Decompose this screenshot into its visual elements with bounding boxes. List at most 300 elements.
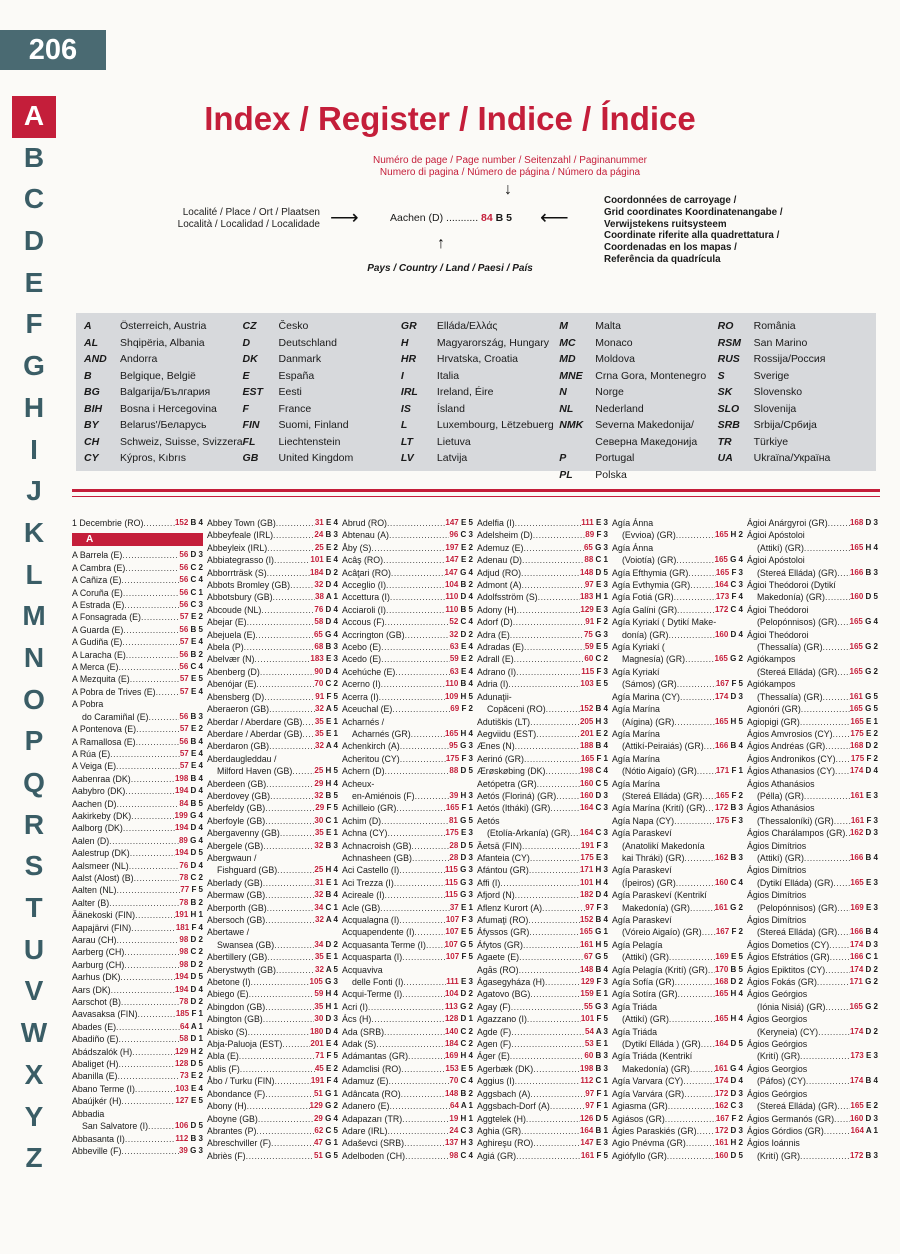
- index-entry[interactable]: [612, 988, 743, 1000]
- index-entry[interactable]: [342, 877, 473, 889]
- index-entry[interactable]: [207, 889, 338, 901]
- index-entry[interactable]: [207, 517, 338, 529]
- index-entry[interactable]: [477, 1150, 608, 1162]
- index-entry[interactable]: [477, 864, 608, 876]
- index-entry[interactable]: [612, 877, 743, 889]
- index-entry[interactable]: [477, 902, 608, 914]
- index-entry[interactable]: [612, 964, 743, 976]
- index-entry[interactable]: [477, 740, 608, 752]
- index-entry[interactable]: [207, 988, 338, 1000]
- entry-page: 84: [179, 798, 189, 808]
- index-entry[interactable]: [747, 790, 878, 802]
- letter-tab-x[interactable]: X: [24, 1058, 44, 1090]
- index-entry[interactable]: [477, 827, 608, 839]
- index-entry[interactable]: [72, 611, 203, 623]
- index-entry[interactable]: [747, 1001, 878, 1013]
- index-entry[interactable]: [207, 778, 338, 790]
- index-entry[interactable]: [207, 1013, 338, 1025]
- index-entry[interactable]: [342, 1150, 473, 1162]
- index-entry[interactable]: [477, 653, 608, 665]
- index-entry[interactable]: [747, 567, 878, 579]
- entry-place: Abaliget (H): [72, 1059, 119, 1070]
- index-entry[interactable]: [477, 1125, 608, 1137]
- index-entry[interactable]: [207, 703, 338, 715]
- letter-tab-o[interactable]: O: [23, 683, 45, 715]
- index-entry[interactable]: [207, 1075, 338, 1087]
- index-entry[interactable]: [477, 1026, 608, 1038]
- index-entry[interactable]: [72, 1021, 203, 1033]
- index-entry[interactable]: [342, 827, 473, 839]
- index-entry[interactable]: [747, 827, 878, 839]
- letter-tab-s[interactable]: S: [24, 850, 44, 882]
- index-entry[interactable]: [612, 678, 743, 690]
- index-entry[interactable]: [612, 976, 743, 988]
- index-entry[interactable]: [477, 964, 608, 976]
- index-entry[interactable]: [207, 1125, 338, 1137]
- index-entry[interactable]: [207, 1088, 338, 1100]
- index-entry[interactable]: [612, 629, 743, 641]
- index-entry[interactable]: [477, 641, 608, 653]
- index-entry[interactable]: [72, 897, 203, 909]
- index-entry[interactable]: [747, 902, 878, 914]
- entry-page: 51: [313, 1088, 323, 1098]
- index-entry[interactable]: [477, 926, 608, 938]
- index-entry[interactable]: [747, 1113, 878, 1125]
- index-entry[interactable]: [342, 976, 473, 988]
- country-name: Nederland: [595, 402, 644, 415]
- index-entry[interactable]: [747, 976, 878, 988]
- letter-tab-h[interactable]: H: [23, 391, 45, 423]
- index-entry[interactable]: [207, 1038, 338, 1050]
- index-entry[interactable]: [612, 1150, 743, 1162]
- index-entry[interactable]: [477, 988, 608, 1000]
- index-entry[interactable]: [612, 1038, 743, 1050]
- index-entry[interactable]: [747, 815, 878, 827]
- index-entry[interactable]: [207, 691, 338, 703]
- index-entry[interactable]: [207, 740, 338, 752]
- letter-tab-q[interactable]: Q: [23, 767, 45, 798]
- index-entry[interactable]: [477, 852, 608, 864]
- index-entry[interactable]: [72, 934, 203, 946]
- index-entry[interactable]: [342, 517, 473, 529]
- index-entry[interactable]: [342, 1026, 473, 1038]
- index-entry[interactable]: [612, 1063, 743, 1075]
- index-entry[interactable]: [477, 616, 608, 628]
- index-entry[interactable]: [477, 604, 608, 616]
- index-entry[interactable]: [612, 790, 743, 802]
- index-entry[interactable]: [747, 753, 878, 765]
- index-entry[interactable]: [72, 971, 203, 983]
- index-entry[interactable]: [747, 716, 878, 728]
- letter-tab-r[interactable]: R: [23, 808, 45, 840]
- index-entry[interactable]: [342, 864, 473, 876]
- letter-tab-z[interactable]: Z: [25, 1142, 43, 1174]
- index-entry[interactable]: [207, 629, 338, 641]
- index-entry[interactable]: [747, 542, 878, 554]
- index-entry[interactable]: [72, 785, 203, 797]
- index-entry[interactable]: [747, 852, 878, 864]
- index-entry[interactable]: [207, 765, 338, 777]
- index-entry[interactable]: [612, 852, 743, 864]
- index-entry[interactable]: [72, 1095, 203, 1107]
- index-entry[interactable]: [747, 926, 878, 938]
- index-entry[interactable]: [342, 951, 473, 963]
- index-entry[interactable]: [207, 802, 338, 814]
- index-entry[interactable]: [342, 529, 473, 541]
- index-entry[interactable]: [342, 579, 473, 591]
- index-entry[interactable]: [612, 1075, 743, 1087]
- index-entry[interactable]: [477, 1075, 608, 1087]
- index-entry[interactable]: [342, 1050, 473, 1062]
- index-entry[interactable]: [477, 1001, 608, 1013]
- index-entry[interactable]: [207, 567, 338, 579]
- index-entry[interactable]: [342, 926, 473, 938]
- index-entry[interactable]: [342, 790, 473, 802]
- index-entry[interactable]: [72, 574, 203, 586]
- index-entry[interactable]: [72, 723, 203, 735]
- index-entry[interactable]: [72, 798, 203, 810]
- index-entry[interactable]: [612, 691, 743, 703]
- index-entry[interactable]: [72, 1033, 203, 1045]
- index-entry[interactable]: [342, 678, 473, 690]
- index-entry[interactable]: [612, 604, 743, 616]
- index-entry[interactable]: [207, 591, 338, 603]
- letter-tab-n[interactable]: N: [23, 641, 45, 673]
- index-entry[interactable]: [477, 939, 608, 951]
- index-entry[interactable]: [207, 827, 338, 839]
- index-entry[interactable]: [207, 529, 338, 541]
- index-entry[interactable]: [612, 902, 743, 914]
- letter-tab-d[interactable]: D: [23, 225, 45, 257]
- index-entry[interactable]: [207, 964, 338, 976]
- index-entry[interactable]: [342, 616, 473, 628]
- entry-leader-dots: [405, 629, 450, 641]
- index-entry[interactable]: [477, 517, 608, 529]
- letter-tab-g[interactable]: G: [23, 350, 45, 382]
- index-entry[interactable]: [207, 716, 338, 728]
- index-entry[interactable]: [72, 517, 203, 529]
- letter-tab-u[interactable]: U: [23, 933, 45, 965]
- index-entry[interactable]: [747, 517, 878, 529]
- index-entry[interactable]: [342, 902, 473, 914]
- letter-tab-k[interactable]: K: [23, 516, 45, 548]
- index-entry[interactable]: [612, 1125, 743, 1137]
- index-entry[interactable]: [342, 666, 473, 678]
- index-entry[interactable]: [612, 926, 743, 938]
- index-entry[interactable]: [72, 748, 203, 760]
- index-entry[interactable]: [477, 703, 608, 715]
- index-entry[interactable]: [477, 1113, 608, 1125]
- index-entry[interactable]: [612, 716, 743, 728]
- letter-tab-m[interactable]: M: [22, 600, 46, 632]
- index-entry[interactable]: [72, 1058, 203, 1070]
- index-entry[interactable]: [207, 902, 338, 914]
- index-entry[interactable]: [477, 629, 608, 641]
- index-entry[interactable]: [747, 1100, 878, 1112]
- index-entry[interactable]: [477, 529, 608, 541]
- index-entry[interactable]: [207, 1026, 338, 1038]
- index-entry[interactable]: [342, 815, 473, 827]
- index-entry[interactable]: [477, 591, 608, 603]
- index-entry[interactable]: [612, 579, 743, 591]
- index-entry[interactable]: [207, 951, 338, 963]
- index-entry[interactable]: [72, 673, 203, 685]
- index-entry[interactable]: [207, 976, 338, 988]
- index-entry[interactable]: [477, 914, 608, 926]
- index-entry[interactable]: [477, 1013, 608, 1025]
- index-entry[interactable]: [342, 591, 473, 603]
- entry-leader-dots: [837, 666, 849, 678]
- index-entry[interactable]: [72, 1145, 203, 1157]
- index-entry[interactable]: [342, 1075, 473, 1087]
- index-entry[interactable]: [477, 666, 608, 678]
- letter-tab-y[interactable]: Y: [24, 1100, 44, 1132]
- index-entry[interactable]: [342, 653, 473, 665]
- index-entry[interactable]: [342, 567, 473, 579]
- index-entry[interactable]: [72, 624, 203, 636]
- index-entry[interactable]: [342, 1125, 473, 1137]
- index-entry[interactable]: [342, 1013, 473, 1025]
- entry-page: 57: [179, 637, 189, 647]
- index-entry[interactable]: [207, 579, 338, 591]
- index-entry[interactable]: [477, 728, 608, 740]
- index-entry[interactable]: [747, 616, 878, 628]
- index-entry[interactable]: [207, 790, 338, 802]
- index-entry[interactable]: [342, 1100, 473, 1112]
- index-entry[interactable]: [72, 1046, 203, 1058]
- index-entry[interactable]: [72, 984, 203, 996]
- index-entry[interactable]: [477, 765, 608, 777]
- index-entry[interactable]: [72, 1133, 203, 1145]
- index-entry[interactable]: [612, 1100, 743, 1112]
- index-entry[interactable]: [747, 591, 878, 603]
- index-entry[interactable]: [612, 567, 743, 579]
- letter-tab-c[interactable]: C: [23, 183, 45, 215]
- index-entry[interactable]: [477, 976, 608, 988]
- index-entry[interactable]: [207, 939, 338, 951]
- index-entry[interactable]: [477, 790, 608, 802]
- letter-tab-v[interactable]: V: [24, 975, 44, 1007]
- index-entry[interactable]: [207, 641, 338, 653]
- index-entry[interactable]: [747, 1026, 878, 1038]
- index-entry[interactable]: [72, 996, 203, 1008]
- index-entry[interactable]: [72, 884, 203, 896]
- index-entry[interactable]: [72, 872, 203, 884]
- index-entry[interactable]: [477, 951, 608, 963]
- index-entry[interactable]: [747, 951, 878, 963]
- index-entry[interactable]: [747, 740, 878, 752]
- index-entry[interactable]: [477, 840, 608, 852]
- index-entry[interactable]: [342, 1113, 473, 1125]
- letter-tab-l[interactable]: L: [25, 558, 43, 590]
- index-entry[interactable]: [747, 691, 878, 703]
- index-entry[interactable]: [477, 802, 608, 814]
- letter-tab-t[interactable]: T: [25, 892, 43, 924]
- index-entry[interactable]: [612, 802, 743, 814]
- index-entry[interactable]: [342, 988, 473, 1000]
- index-entry[interactable]: [207, 604, 338, 616]
- index-entry[interactable]: [207, 1001, 338, 1013]
- index-entry[interactable]: [72, 599, 203, 611]
- index-entry[interactable]: [477, 1063, 608, 1075]
- index-entry[interactable]: [612, 1137, 743, 1149]
- index-entry[interactable]: [477, 1050, 608, 1062]
- index-entry[interactable]: [207, 1063, 338, 1075]
- index-entry[interactable]: [207, 914, 338, 926]
- letter-tab-f[interactable]: F: [25, 308, 43, 340]
- index-entry[interactable]: [72, 835, 203, 847]
- index-entry[interactable]: [207, 678, 338, 690]
- letter-tab-i[interactable]: I: [30, 433, 38, 465]
- index-entry[interactable]: [747, 1075, 878, 1087]
- index-entry[interactable]: [72, 860, 203, 872]
- index-entry[interactable]: [477, 753, 608, 765]
- index-entry[interactable]: [612, 1088, 743, 1100]
- index-entry[interactable]: [207, 815, 338, 827]
- index-entry[interactable]: [747, 1125, 878, 1137]
- index-entry[interactable]: [72, 922, 203, 934]
- index-entry[interactable]: [747, 666, 878, 678]
- index-entry[interactable]: [342, 728, 473, 740]
- index-entry[interactable]: [342, 604, 473, 616]
- index-entry[interactable]: [747, 703, 878, 715]
- index-entry[interactable]: [72, 1008, 203, 1020]
- index-entry[interactable]: [342, 939, 473, 951]
- index-entry[interactable]: [342, 542, 473, 554]
- letter-tab-w[interactable]: W: [20, 1017, 48, 1049]
- index-entry[interactable]: [72, 909, 203, 921]
- index-entry[interactable]: [612, 529, 743, 541]
- letter-tab-p[interactable]: P: [24, 725, 44, 757]
- index-entry[interactable]: [342, 852, 473, 864]
- index-entry[interactable]: [477, 1137, 608, 1149]
- index-entry[interactable]: [477, 1100, 608, 1112]
- index-entry[interactable]: [72, 810, 203, 822]
- index-entry[interactable]: [72, 959, 203, 971]
- index-entry[interactable]: [72, 562, 203, 574]
- index-entry[interactable]: [72, 636, 203, 648]
- index-entry[interactable]: [477, 542, 608, 554]
- index-entry[interactable]: [747, 1050, 878, 1062]
- index-entry[interactable]: [612, 1013, 743, 1025]
- index-entry[interactable]: [477, 567, 608, 579]
- index-entry[interactable]: [612, 1113, 743, 1125]
- index-entry[interactable]: [207, 1100, 338, 1112]
- index-entry[interactable]: [747, 877, 878, 889]
- index-entry[interactable]: [477, 889, 608, 901]
- index-entry[interactable]: [747, 765, 878, 777]
- index-entry[interactable]: [342, 889, 473, 901]
- letter-tab-j[interactable]: J: [26, 475, 42, 507]
- index-entry[interactable]: [72, 946, 203, 958]
- index-entry[interactable]: [747, 1150, 878, 1162]
- index-entry[interactable]: [207, 666, 338, 678]
- letter-tab-a[interactable]: A: [12, 96, 56, 138]
- index-entry[interactable]: [747, 728, 878, 740]
- letter-tab-b[interactable]: B: [23, 141, 45, 173]
- entry-page: 111: [581, 518, 594, 527]
- index-entry[interactable]: [72, 549, 203, 561]
- index-entry[interactable]: [477, 678, 608, 690]
- letter-tab-e[interactable]: E: [24, 266, 44, 298]
- index-entry[interactable]: [342, 703, 473, 715]
- index-entry[interactable]: [342, 753, 473, 765]
- index-entry[interactable]: [207, 1137, 338, 1149]
- index-entry[interactable]: [207, 877, 338, 889]
- index-entry[interactable]: [72, 661, 203, 673]
- index-entry[interactable]: [747, 964, 878, 976]
- index-entry[interactable]: [72, 1070, 203, 1082]
- index-entry[interactable]: [72, 736, 203, 748]
- index-entry[interactable]: [342, 914, 473, 926]
- index-entry[interactable]: [342, 1088, 473, 1100]
- index-entry[interactable]: [207, 728, 338, 740]
- index-entry[interactable]: [477, 554, 608, 566]
- index-entry[interactable]: [72, 686, 203, 698]
- index-entry[interactable]: [72, 847, 203, 859]
- index-entry[interactable]: [477, 716, 608, 728]
- index-entry[interactable]: [207, 616, 338, 628]
- index-entry[interactable]: [342, 1038, 473, 1050]
- index-entry[interactable]: [72, 649, 203, 661]
- index-entry-heading: Agía Pelagía: [612, 939, 663, 950]
- index-entry[interactable]: [72, 822, 203, 834]
- index-entry[interactable]: [72, 587, 203, 599]
- index-entry[interactable]: [342, 765, 473, 777]
- index-entry[interactable]: [477, 1038, 608, 1050]
- index-entry[interactable]: [477, 579, 608, 591]
- index-entry[interactable]: [72, 711, 203, 723]
- index-entry[interactable]: [207, 653, 338, 665]
- index-entry[interactable]: [207, 840, 338, 852]
- index-entry[interactable]: [342, 1001, 473, 1013]
- index-entry[interactable]: [342, 740, 473, 752]
- index-entry[interactable]: [207, 1113, 338, 1125]
- index-entry[interactable]: [747, 641, 878, 653]
- index-entry[interactable]: [612, 815, 743, 827]
- index-entry[interactable]: [342, 641, 473, 653]
- index-entry[interactable]: [612, 951, 743, 963]
- index-entry[interactable]: [207, 554, 338, 566]
- index-entry[interactable]: [477, 877, 608, 889]
- index-entry[interactable]: [342, 691, 473, 703]
- index-entry[interactable]: [612, 554, 743, 566]
- index-entry[interactable]: [612, 765, 743, 777]
- index-entry[interactable]: [747, 939, 878, 951]
- index-entry[interactable]: [612, 740, 743, 752]
- index-entry[interactable]: [342, 1137, 473, 1149]
- index-entry[interactable]: [72, 1120, 203, 1132]
- index-entry[interactable]: [72, 773, 203, 785]
- legend-grid-line: Coordonnées de carroyage /: [604, 195, 737, 206]
- index-entry[interactable]: [477, 1088, 608, 1100]
- index-entry[interactable]: [612, 653, 743, 665]
- entry-place: Afumaţi (RO): [477, 915, 529, 925]
- index-entry[interactable]: [342, 1063, 473, 1075]
- index-entry[interactable]: [207, 542, 338, 554]
- index-entry[interactable]: [342, 629, 473, 641]
- index-entry[interactable]: [207, 864, 338, 876]
- index-entry[interactable]: [72, 760, 203, 772]
- index-entry[interactable]: [612, 591, 743, 603]
- index-entry[interactable]: [207, 1050, 338, 1062]
- index-entry[interactable]: [342, 840, 473, 852]
- index-entry[interactable]: [477, 778, 608, 790]
- index-entry[interactable]: [207, 1150, 338, 1162]
- index-entry[interactable]: [72, 1083, 203, 1095]
- index-entry[interactable]: [342, 554, 473, 566]
- index-entry[interactable]: [342, 802, 473, 814]
